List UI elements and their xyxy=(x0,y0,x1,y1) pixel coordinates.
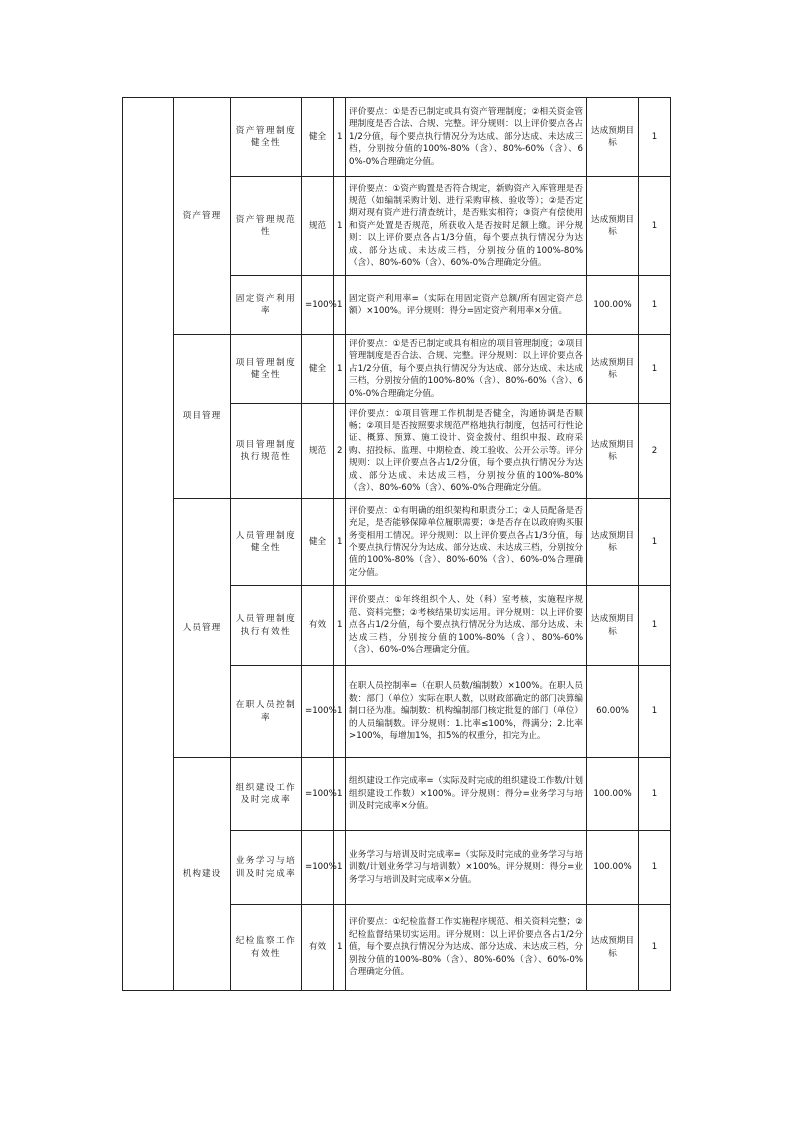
score-value: 1 xyxy=(639,586,671,666)
standard-value: =100% xyxy=(302,666,334,758)
weight-value: 2 xyxy=(334,404,346,499)
weight-value: 1 xyxy=(334,98,346,177)
weight-value: 1 xyxy=(334,177,346,276)
level3-indicator: 纪检监察工作有效性 xyxy=(231,905,302,991)
standard-value: =100% xyxy=(302,831,334,905)
score-value: 1 xyxy=(639,831,671,905)
score-value: 1 xyxy=(639,335,671,404)
evaluation-rule: 评价要点：①是否已制定或具有相应的项目管理制度；②项目管理制度是否合法、合规、完整。评分规则：以上评价要点各占1/2分值，每个要点执行情况分为达成、部分达成、未达成三档，分别按分值的100%-80%（含）、80%-60%（含）、60%-0%合理确定分值。 xyxy=(346,335,587,404)
standard-value: 规范 xyxy=(302,177,334,276)
level2-indicator: 机构建设 xyxy=(174,758,231,991)
actual-result: 100.00% xyxy=(587,831,639,905)
actual-result: 60.00% xyxy=(587,666,639,758)
actual-result: 100.00% xyxy=(587,276,639,335)
evaluation-rule: 评价要点：①项目管理工作机制是否健全，沟通协调是否顺畅；②项目是否按照要求规范严格地执行制度，包括可行性论证、概算、预算、施工设计、资金拨付、组织申报、政府采购、招投标、监理、中期检查、竣工验收、公开公示等。评分规则：以上评价要点各占1/2分值，每个要点执行情况分为达成、部分达成、未达成三档，分别按分值的100%-80%（含）、80%-60%（含）、60%-0%合理确定分值。 xyxy=(346,404,587,499)
weight-value: 1 xyxy=(334,758,346,831)
level3-indicator: 项目管理制度健全性 xyxy=(231,335,302,404)
standard-value: 健全 xyxy=(302,335,334,404)
standard-value: 有效 xyxy=(302,905,334,991)
standard-value: 规范 xyxy=(302,404,334,499)
weight-value: 1 xyxy=(334,276,346,335)
evaluation-rule: 评价要点：①是否已制定或具有资产管理制度；②相关资金管理制度是否合法、合规、完整。评分规则：以上评价要点各占1/2分值，每个要点执行情况分为达成、部分达成、未达成三档，分别按分值的100%-80%（含）、80%-60%（含）、60%-0%合理确定分值。 xyxy=(346,98,587,177)
level3-indicator: 资产管理规范性 xyxy=(231,177,302,276)
evaluation-rule: 评价要点：①纪检监督工作实施程序规范、相关资料完整；②纪检监督结果切实运用。评分规则：以上评价要点各占1/2分值，每个要点执行情况分为达成、部分达成、未达成三档，分别按分值的100%-80%（含）、80%-60%（含）、60%-0%合理确定分值。 xyxy=(346,905,587,991)
standard-value: 有效 xyxy=(302,586,334,666)
score-value: 1 xyxy=(639,666,671,758)
weight-value: 1 xyxy=(334,905,346,991)
score-value: 1 xyxy=(639,499,671,586)
level3-indicator: 在职人员控制率 xyxy=(231,666,302,758)
standard-value: 健全 xyxy=(302,98,334,177)
weight-value: 1 xyxy=(334,666,346,758)
score-value: 1 xyxy=(639,905,671,991)
level3-indicator: 固定资产利用率 xyxy=(231,276,302,335)
standard-value: 健全 xyxy=(302,499,334,586)
actual-result: 达成预期目标 xyxy=(587,404,639,499)
evaluation-rule: 固定资产利用率=（实际在用固定资产总额/所有固定资产总额）×100%。评分规则：得分=固定资产利用率×分值。 xyxy=(346,276,587,335)
level2-indicator: 人员管理 xyxy=(174,499,231,758)
level3-indicator: 人员管理制度健全性 xyxy=(231,499,302,586)
weight-value: 1 xyxy=(334,335,346,404)
level3-indicator: 人员管理制度执行有效性 xyxy=(231,586,302,666)
level3-indicator: 资产管理制度健全性 xyxy=(231,98,302,177)
score-value: 2 xyxy=(639,404,671,499)
actual-result: 达成预期目标 xyxy=(587,586,639,666)
standard-value: =100% xyxy=(302,276,334,335)
level3-indicator: 组织建设工作及时完成率 xyxy=(231,758,302,831)
evaluation-rule: 评价要点：①资产购置是否符合规定，新购资产入库管理是否规范（如编制采购计划、进行采购审核、验收等）；②是否定期对现有资产进行清查统计，是否账实相符；③资产有偿使用和资产处置是否规范，所获收入是否按时足额上缴。评分规则：以上评价要点各占1/3分值，每个要点执行情况分为达成、部分达成、未达成三档，分别按分值的100%-80%（含）、80%-60%（含）、60%-0%合理确定分值。 xyxy=(346,177,587,276)
weight-value: 1 xyxy=(334,831,346,905)
standard-value: =100% xyxy=(302,758,334,831)
level1-cell xyxy=(123,98,174,991)
score-value: 1 xyxy=(639,98,671,177)
actual-result: 达成预期目标 xyxy=(587,499,639,586)
evaluation-rule: 评价要点：①有明确的组织架构和职责分工；②人员配备是否充足，是否能够保障单位履职需要；③是否存在以政府购买服务变相用工情况。评分规则：以上评价要点各占1/3分值，每个要点执行情况分为达成、部分达成、未达成三档，分别按分值的100%-80%（含）、80%-60%（含）、60%-0%合理确定分值。 xyxy=(346,499,587,586)
evaluation-table xyxy=(122,97,671,991)
table-row xyxy=(123,98,671,177)
table-row xyxy=(123,335,671,404)
level2-indicator: 资产管理 xyxy=(174,98,231,335)
evaluation-rule: 组织建设工作完成率=（实际及时完成的组织建设工作数/计划组织建设工作数）×100%。评分规则：得分=业务学习与培训及时完成率×分值。 xyxy=(346,758,587,831)
evaluation-rule: 在职人员控制率=（在职人员数/编制数）×100%。在职人员数：部门（单位）实际在职人数，以财政部确定的部门决算编制口径为准。编制数：机构编制部门核定批复的部门（单位）的人员编制数。评分规则：1.比率≤100%，得满分；2.比率>100%，每增加1%，扣5%的权重分，扣完为止。 xyxy=(346,666,587,758)
actual-result: 达成预期目标 xyxy=(587,98,639,177)
score-value: 1 xyxy=(639,177,671,276)
weight-value: 1 xyxy=(334,499,346,586)
evaluation-rule: 评价要点：①年终组织个人、处（科）室考核，实施程序规范、资料完整；②考核结果切实运用。评分规则：以上评价要点各占1/2分值，每个要点执行情况分为达成、部分达成、未达成三档，分别按分值的100%-80%（含）、80%-60%（含）、60%-0%合理确定分值。 xyxy=(346,586,587,666)
actual-result: 100.00% xyxy=(587,758,639,831)
score-value: 1 xyxy=(639,758,671,831)
weight-value: 1 xyxy=(334,586,346,666)
level3-indicator: 业务学习与培训及时完成率 xyxy=(231,831,302,905)
level2-indicator: 项目管理 xyxy=(174,335,231,499)
actual-result: 达成预期目标 xyxy=(587,177,639,276)
evaluation-rule: 业务学习与培训及时完成率=（实际及时完成的业务学习与培训数/计划业务学习与培训数）×100%。评分规则：得分=业务学习与培训及时完成率×分值。 xyxy=(346,831,587,905)
actual-result: 达成预期目标 xyxy=(587,905,639,991)
score-value: 1 xyxy=(639,276,671,335)
actual-result: 达成预期目标 xyxy=(587,335,639,404)
level3-indicator: 项目管理制度执行规范性 xyxy=(231,404,302,499)
table-row xyxy=(123,758,671,831)
table-row xyxy=(123,499,671,586)
